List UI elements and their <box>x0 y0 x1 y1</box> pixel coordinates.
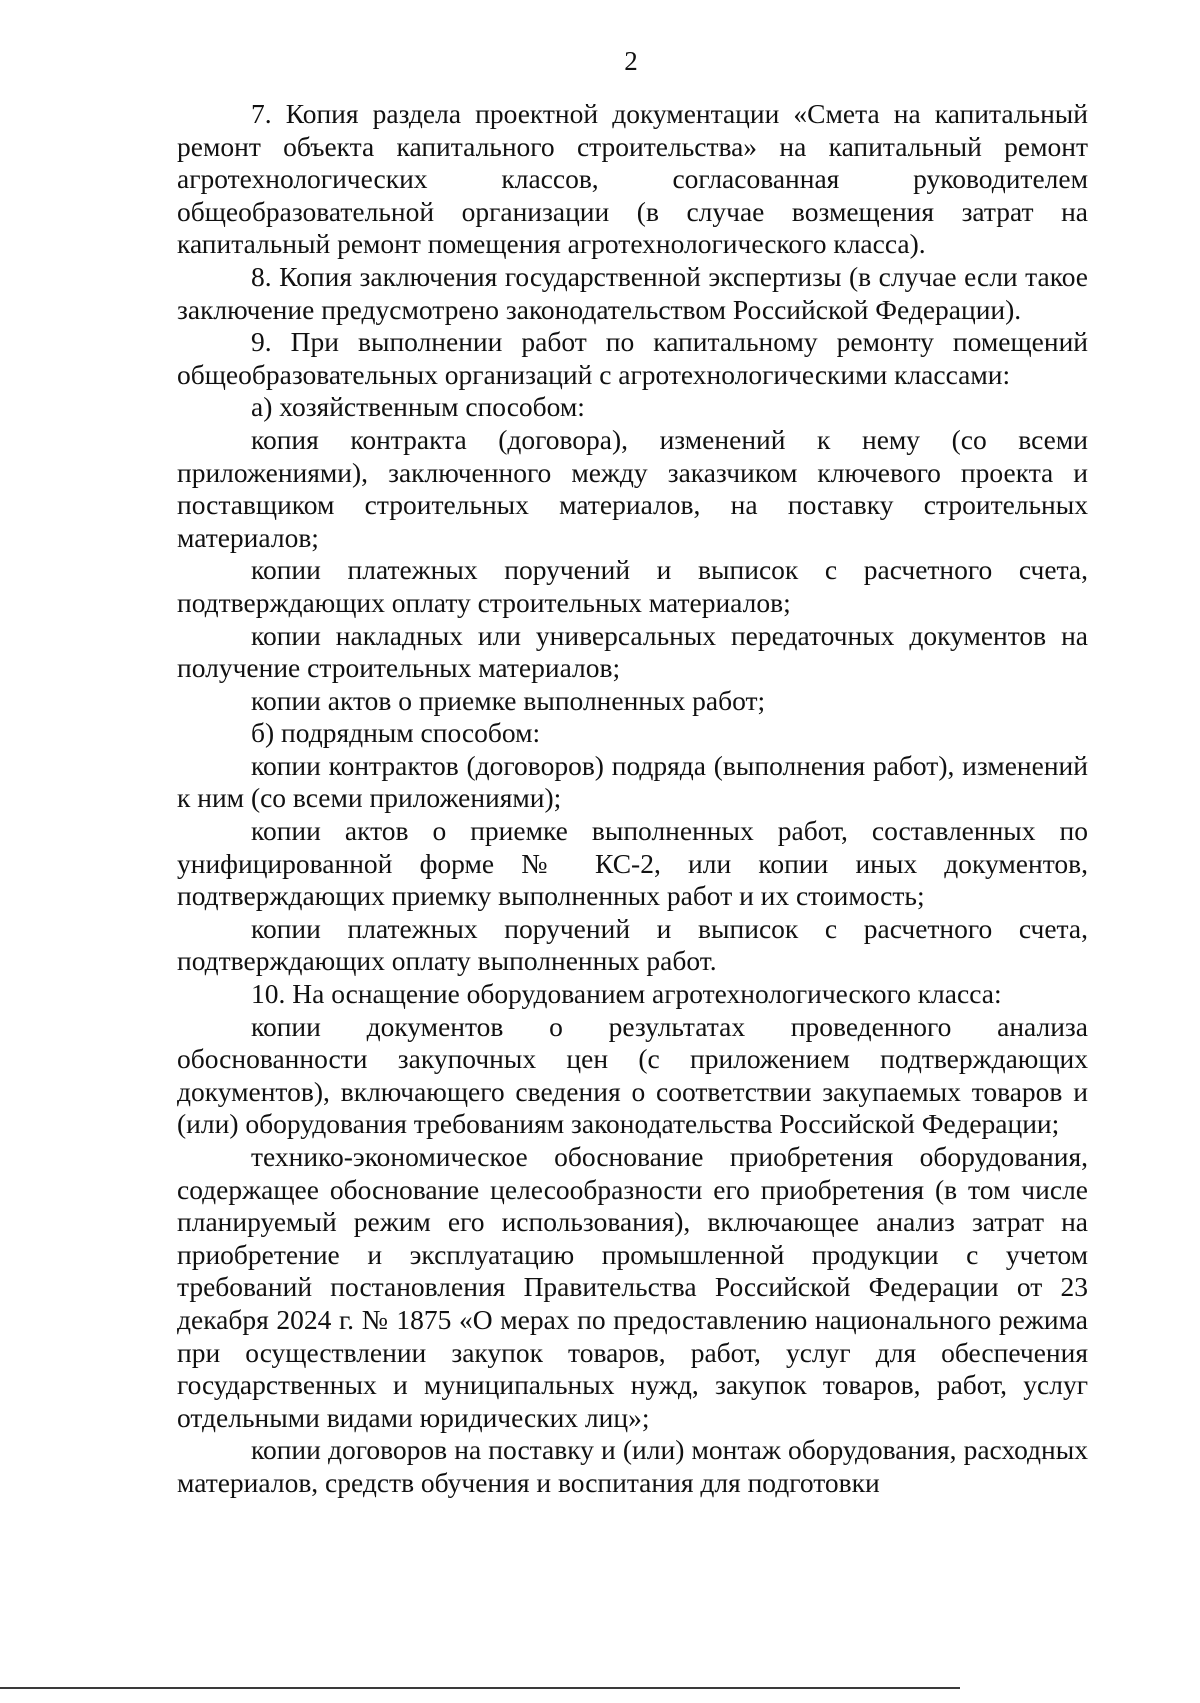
subitem-b-heading: б) подрядным способом: <box>251 717 541 749</box>
paragraph-contractor-contracts: копии контрактов (договоров) подряда (выполнения работ), изменений к ним (со всеми приложениями); <box>177 749 1088 814</box>
page-number: 2 <box>624 46 638 76</box>
paragraph-acceptance-acts: копии актов о приемке выполненных работ; <box>251 684 766 716</box>
paragraph-payment-orders: копии платежных поручений и выписок с расчетного счета, подтверждающих оплату строительных материалов; <box>177 554 1088 618</box>
paragraph-ks2-acts: копии актов о приемке выполненных работ, составленных по унифицированной форме № КС-2, или копии иных документов, подтверждающих приемку выполненных работ и их стоимость; <box>177 815 1088 912</box>
document-body <box>177 98 1088 1500</box>
paragraph-item-10: 10. На оснащение оборудованием агротехнологического класса: <box>251 978 1002 1010</box>
paragraph-item-9: 9. При выполнении работ по капитальному ремонту помещений общеобразовательных организаций с агротехнологическими классами: <box>177 326 1088 390</box>
paragraph-invoices: копии накладных или универсальных передаточных документов на получение строительных материалов; <box>177 619 1088 684</box>
subitem-a-heading: а) хозяйственным способом: <box>251 391 585 423</box>
paragraph-feasibility-study: технико-экономическое обоснование приобретения оборудования, содержащее обоснование целесообразности его приобретения (в том числе планируемый режим его использования), включающее анализ затрат на приобретение и эксплуатацию промышленной продукции с учетом требований постановления Правительства Российской Федерации от 23 декабря 2024 г. № 1875 «О мерах по предоставлению национального режима при осуществлении закупок товаров, работ, услуг для обеспечения государственных и муниципальных нужд, закупок товаров, работ, услуг отдельными видами юридических лиц»; <box>177 1141 1088 1433</box>
paragraph-price-analysis: копии документов о результатах проведенного анализа обоснованности закупочных цен (с приложением подтверждающих документов), включающего сведения о соответствии закупаемых товаров и (или) оборудования требованиям законодательства Российской Федерации; <box>177 1010 1088 1140</box>
paragraph-item-8: 8. Копия заключения государственной экспертизы (в случае если такое заключение предусмотрено законодательством Российской Федерации). <box>177 260 1088 325</box>
paragraph-work-payment: копии платежных поручений и выписок с расчетного счета, подтверждающих оплату выполненных работ. <box>177 912 1088 977</box>
paragraph-item-7: 7. Копия раздела проектной документации «Смета на капитальный ремонт объекта капитального строительства» на капитальный ремонт агротехнологических классов, согласованная руководителем общеобразовательной организации (в случае возмещения затрат на капитальный ремонт помещения агротехнологического класса). <box>177 98 1088 260</box>
scan-edge-line <box>0 1687 960 1689</box>
paragraph-supply-contracts: копии договоров на поставку и (или) монтаж оборудования, расходных материалов, средств обучения и воспитания для подготовки <box>177 1434 1088 1498</box>
paragraph-contract-copy: копия контракта (договора), изменений к нему (со всеми приложениями), заключенного между заказчиком ключевого проекта и поставщиком строительных материалов, на поставку строительных материалов; <box>177 423 1088 553</box>
